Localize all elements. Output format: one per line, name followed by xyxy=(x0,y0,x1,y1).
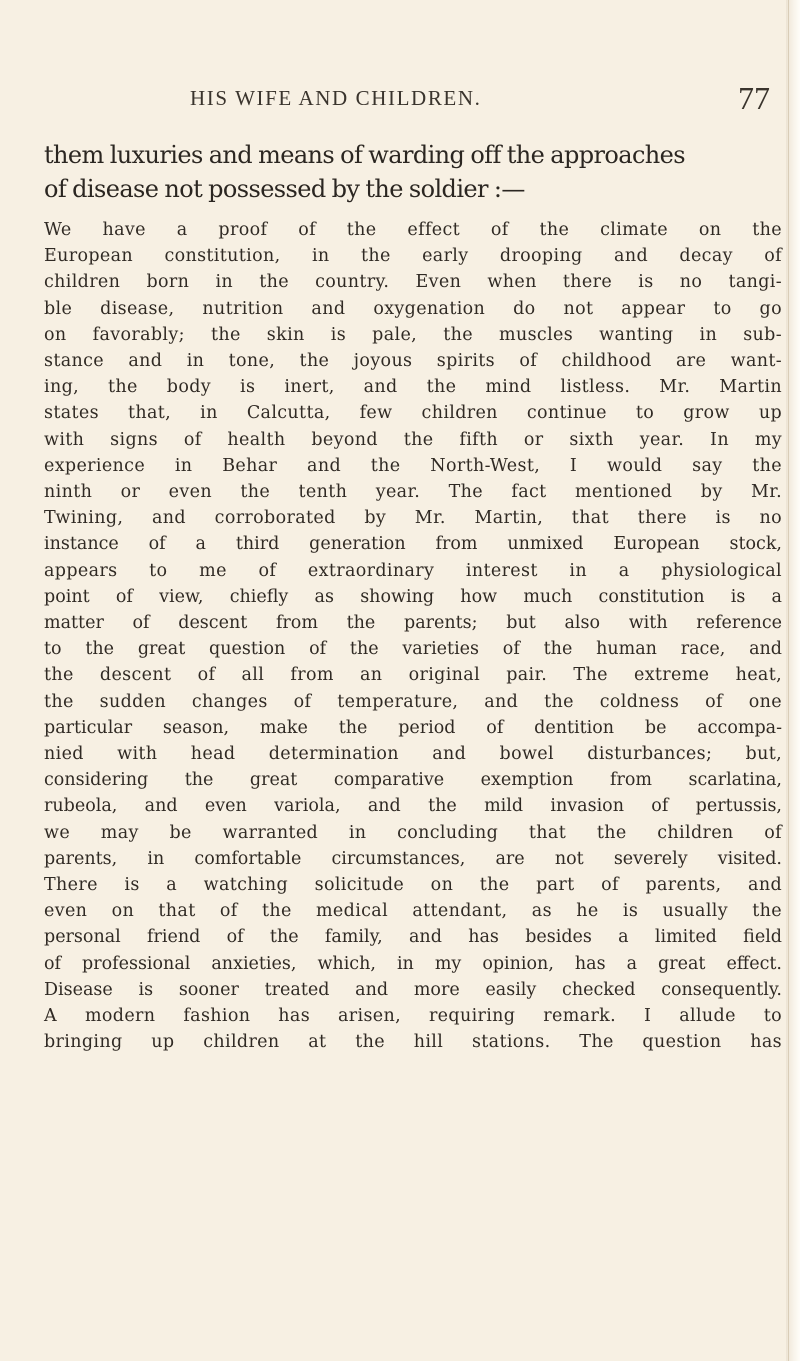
body-line: parents, in comfortable circumstances, are not severely visited. xyxy=(44,848,782,869)
body-line: particular season, make the period of dentition be accompa- xyxy=(44,717,782,738)
page-edge-line xyxy=(788,0,789,1361)
page-number: 77 xyxy=(738,80,770,116)
body-line: considering the great comparative exemption from scarlatina, xyxy=(44,770,782,791)
body-line: We have a proof of the effect of the climate on the xyxy=(44,220,782,240)
body-line: we may be warranted in concluding that the children of xyxy=(44,822,782,843)
body-paragraph xyxy=(44,217,782,1056)
lead-line: them luxuries and means of warding off the approaches xyxy=(44,141,685,169)
lead-paragraph xyxy=(44,138,784,206)
body-line: on favorably; the skin is pale, the muscles wanting in sub- xyxy=(44,324,782,345)
body-line: states that, in Calcutta, few children continue to grow up xyxy=(44,403,782,424)
page-header xyxy=(190,80,770,116)
body-line: bringing up children at the hill stations. The question has xyxy=(44,1032,782,1053)
lead-line: of disease not possessed by the soldier :— xyxy=(44,175,525,203)
body-line: nied with head determination and bowel disturbances; but, xyxy=(44,744,782,765)
body-line: matter of descent from the parents; but also with reference xyxy=(44,613,782,634)
body-line: with signs of health beyond the fifth or sixth year. In my xyxy=(44,429,782,450)
body-line: ble disease, nutrition and oxygenation do not appear to go xyxy=(44,298,782,319)
body-line: ninth or even the tenth year. The fact mentioned by Mr. xyxy=(44,482,782,503)
body-line: rubeola, and even variola, and the mild invasion of pertussis, xyxy=(44,796,782,817)
body-line: the sudden changes of temperature, and the coldness of one xyxy=(44,691,782,712)
body-line: of professional anxieties, which, in my opinion, has a great effect. xyxy=(44,953,782,974)
body-line: appears to me of extraordinary interest in a physiological xyxy=(44,560,782,581)
body-line: point of view, chiefly as showing how much constitution is a xyxy=(44,586,782,607)
body-line: There is a watching solicitude on the part of parents, and xyxy=(44,875,782,896)
body-line: children born in the country. Even when there is no tangi- xyxy=(44,272,782,293)
body-line: the descent of all from an original pair. The extreme heat, xyxy=(44,665,782,686)
body-line: experience in Behar and the North-West, I would say the xyxy=(44,455,782,476)
body-line: even on that of the medical attendant, as he is usually the xyxy=(44,901,782,922)
body-line: to the great question of the varieties of the human race, and xyxy=(44,639,782,660)
body-line: ing, the body is inert, and the mind listless. Mr. Martin xyxy=(44,377,782,398)
body-line: Twining, and corroborated by Mr. Martin, that there is no xyxy=(44,508,782,529)
running-head: HIS WIFE AND CHILDREN. xyxy=(190,86,482,110)
body-line: stance and in tone, the joyous spirits of childhood are want- xyxy=(44,351,782,372)
body-line: Disease is sooner treated and more easily checked consequently. xyxy=(44,979,782,1000)
body-line: European constitution, in the early drooping and decay of xyxy=(44,246,782,267)
body-line: personal friend of the family, and has besides a limited field xyxy=(44,927,782,948)
body-line: A modern fashion has arisen, requiring remark. I allude to xyxy=(44,1006,782,1027)
body-line: instance of a third generation from unmixed European stock, xyxy=(44,534,782,555)
